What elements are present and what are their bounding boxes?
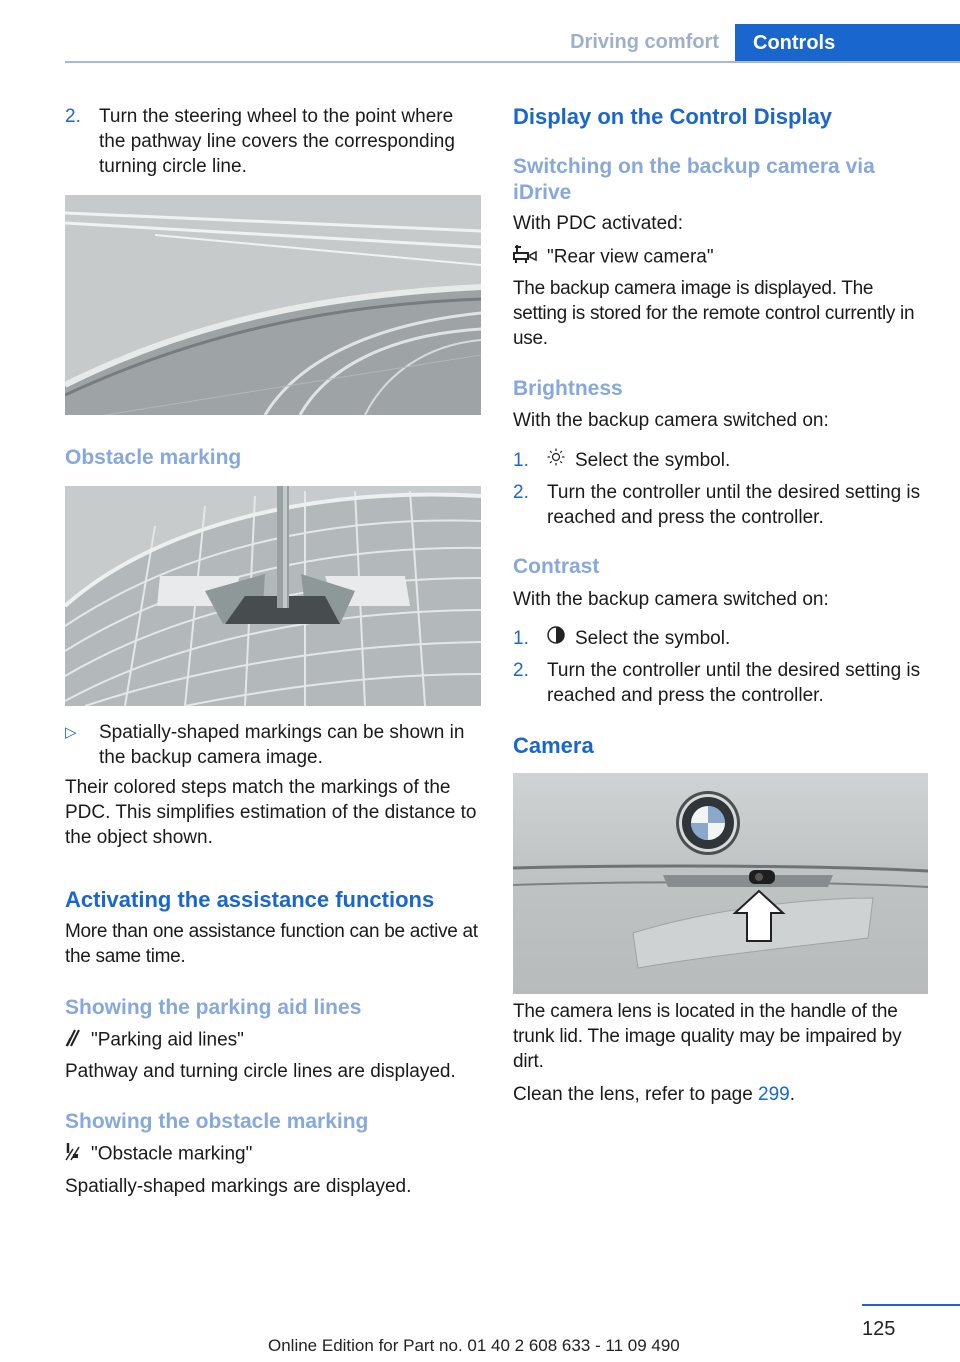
obstacle-marking-label: "Obstacle marking" — [91, 1143, 253, 1165]
bullet-text: Spatially-shaped markings can be shown in the backup camera image. — [99, 722, 465, 768]
header-section-tab: Driving comfort — [570, 31, 719, 53]
contrast-step-1 — [547, 626, 929, 651]
obstacle-marking-figure — [65, 486, 481, 706]
rear-view-menu-item — [513, 244, 929, 271]
switching-heading: Switching on the backup camera via iDrive — [513, 155, 875, 204]
obstacle-marking-description: Spatially-shaped markings are displayed. — [65, 1176, 412, 1197]
brightness-step-1-text: Select the symbol. — [575, 450, 731, 471]
footer-rule — [862, 1304, 960, 1306]
obstacle-marking-icon — [65, 1141, 81, 1168]
clean-lens-text — [513, 1082, 929, 1107]
multiple-functions-paragraph: More than one assistance function can be active at the same time. — [65, 921, 478, 967]
camera-heading: Camera — [513, 733, 594, 758]
brightness-step-2-text: Turn the controller until the desired setting is reached and press the controller. — [547, 482, 921, 528]
colored-steps-paragraph: Their colored steps match the markings of the PDC. This simplifies estimation of the distance to the object shown. — [65, 777, 477, 848]
contrast-step-1-text: Select the symbol. — [575, 628, 731, 649]
camera-location-figure — [513, 773, 928, 994]
parking-aid-menu-item — [65, 1027, 481, 1054]
contrast-step-2-number: 2. — [513, 660, 529, 681]
brightness-heading: Brightness — [513, 377, 623, 400]
contrast-step-1-number: 1. — [513, 628, 529, 649]
display-heading: Display on the Control Display — [513, 104, 833, 129]
camera-description: The camera lens is located in the handle of the trunk lid. The image quality may be impaired by dirt. — [513, 1001, 902, 1072]
contrast-step-2-text: Turn the controller until the desired setting is reached and press the controller. — [547, 660, 921, 706]
rear-view-description: The backup camera image is displayed. The setting is stored for the remote control currently in use. — [513, 278, 915, 349]
pathway-lines-illustration — [65, 195, 481, 415]
contrast-heading: Contrast — [513, 555, 600, 578]
obstacle-marking-heading: Obstacle marking — [65, 446, 242, 469]
rear-camera-icon — [513, 244, 537, 271]
obstacle-marking-illustration — [65, 486, 481, 706]
bullet-marker: ▷ — [65, 724, 77, 741]
clean-lens-suffix: . — [789, 1084, 796, 1105]
pathway-lines-figure — [65, 195, 481, 415]
pdc-activated-text: With PDC activated: — [513, 213, 683, 234]
parking-lines-icon — [65, 1027, 81, 1054]
step-2-number: 2. — [65, 106, 81, 127]
page-reference-link[interactable]: 299 — [758, 1084, 790, 1105]
obstacle-marking-menu-item — [65, 1141, 481, 1168]
step-2-text: Turn the steering wheel to the point where the pathway line covers the corresponding turning circle line. — [99, 106, 455, 177]
brightness-intro: With the backup camera switched on: — [513, 410, 829, 431]
clean-lens-prefix: Clean the lens, refer to page — [513, 1084, 759, 1105]
camera-illustration — [513, 773, 928, 994]
brightness-step-1-number: 1. — [513, 450, 529, 471]
parking-aid-label: "Parking aid lines" — [91, 1029, 244, 1051]
brightness-step-2-number: 2. — [513, 482, 529, 503]
contrast-icon — [547, 626, 565, 651]
header-chapter-tab: Controls — [735, 24, 960, 62]
contrast-intro: With the backup camera switched on: — [513, 589, 829, 610]
edition-footer: Online Edition for Part no. 01 40 2 608 633 - 11 09 490 — [268, 1336, 680, 1355]
parking-aid-description: Pathway and turning circle lines are displayed. — [65, 1061, 456, 1082]
brightness-step-1 — [547, 448, 929, 473]
brightness-icon — [547, 448, 565, 473]
activating-heading: Activating the assistance functions — [65, 887, 435, 912]
parking-aid-heading: Showing the parking aid lines — [65, 996, 362, 1019]
header-rule — [65, 61, 960, 63]
page-number: 125 — [862, 1318, 896, 1340]
rear-view-label: "Rear view camera" — [547, 246, 714, 268]
obstacle-marking-heading-2: Showing the obstacle marking — [65, 1110, 369, 1133]
